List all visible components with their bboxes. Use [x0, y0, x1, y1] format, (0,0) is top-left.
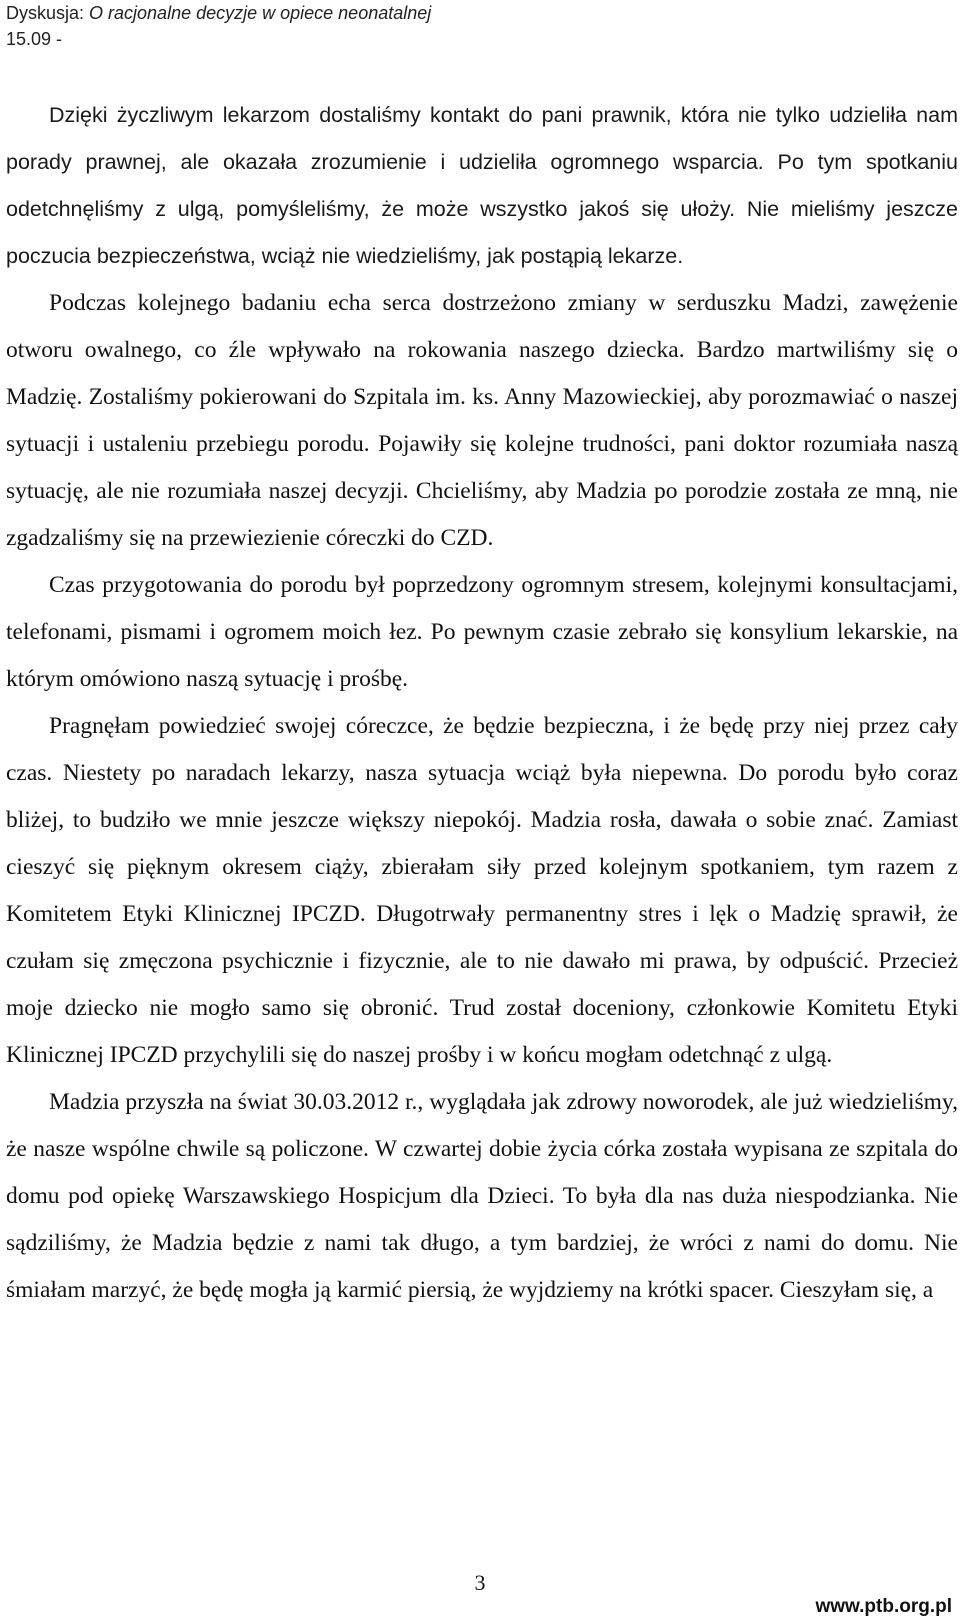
- paragraph-legal-help: Dzięki życzliwym lekarzom dostaliśmy kontakt do pani prawnik, która nie tylko udzieliła nam porady prawnej, ale okazała zrozumienie i udzieliła ogromnego wsparcia. Po tym spotkaniu odetchnęliśmy z ulgą, pomyśleliśmy, że może wszystko jakoś się ułoży. Nie mieliśmy jeszcze poczucia bezpieczeństwa, wciąż nie wiedzieliśmy, jak postąpią lekarze.: [6, 103, 958, 268]
- site-url: www.ptb.org.pl: [815, 1596, 952, 1617]
- header-prefix: Dyskusja:: [6, 3, 90, 23]
- page-number: 3: [474, 1570, 486, 1595]
- document-body: [6, 92, 960, 1314]
- header-date: 15.09 -: [6, 29, 63, 49]
- paragraph-ethics-committee: Pragnęłam powiedzieć swojej córeczce, że będzie bezpieczna, i że będę przy niej przez cały czas. Niestety po naradach lekarzy, nasza sytuacja wciąż była niepewna. Do porodu było coraz bliżej, to budziło we mnie jeszcze większy niepokój. Madzia rosła, dawała o sobie znać. Zamiast cieszyć się pięknym okresem ciąży, zbierałam siły przed kolejnym spotkaniem, tym razem z Komitetem Etyki Klinicznej IPCZD. Długotrwały permanentny stres i lęk o Madzię sprawił, że czułam się zmęczona psychicznie i fizycznie, ale to nie dawało mi prawa, by odpuścić. Przecież moje dziecko nie mogło samo się obronić. Trud został doceniony, członkowie Komitetu Etyki Klinicznej IPCZD przychylili się do naszej prośby i w końcu mogłam odetchnąć z ulgą.: [6, 713, 958, 1068]
- paragraph-echo-exam: Podczas kolejnego badaniu echa serca dostrzeżono zmiany w serduszku Madzi, zawężenie otworu owalnego, co źle wpływało na rokowania naszego dziecka. Bardzo martwiliśmy się o Madzię. Zostaliśmy pokierowani do Szpitala im. ks. Anny Mazowieckiej, aby porozmawiać o naszej sytuacji i ustaleniu przebiegu porodu. Pojawiły się kolejne trudności, pani doktor rozumiała naszą sytuację, ale nie rozumiała naszej decyzji. Chcieliśmy, aby Madzia po porodzie została ze mną, nie zgadzaliśmy się na przewiezienie córeczki do CZD.: [6, 290, 958, 551]
- paragraph-birth-preparation: Czas przygotowania do porodu był poprzedzony ogromnym stresem, kolejnymi konsultacjami, telefonami, pismami i ogromem moich łez. Po pewnym czasie zebrało się konsylium lekarskie, na którym omówiono naszą sytuację i prośbę.: [6, 572, 958, 692]
- header-title: O racjonalne decyzje w opiece neonatalnej: [89, 3, 432, 23]
- header-line: [6, 0, 431, 26]
- page-header: [6, 0, 431, 52]
- paragraph-birth: Madzia przyszła na świat 30.03.2012 r., wyglądała jak zdrowy noworodek, ale już wiedzieliśmy, że nasze wspólne chwile są policzone. W czwartej dobie życia córka została wypisana ze szpitala do domu pod opiekę Warszawskiego Hospicjum dla Dzieci. To była dla nas duża niespodzianka. Nie sądziliśmy, że Madzia będzie z nami tak długo, a tym bardziej, że wróci z nami do domu. Nie śmiałam marzyć, że będę mogła ją karmić piersią, że wyjdziemy na krótki spacer. Cieszyłam się, a: [6, 1089, 958, 1303]
